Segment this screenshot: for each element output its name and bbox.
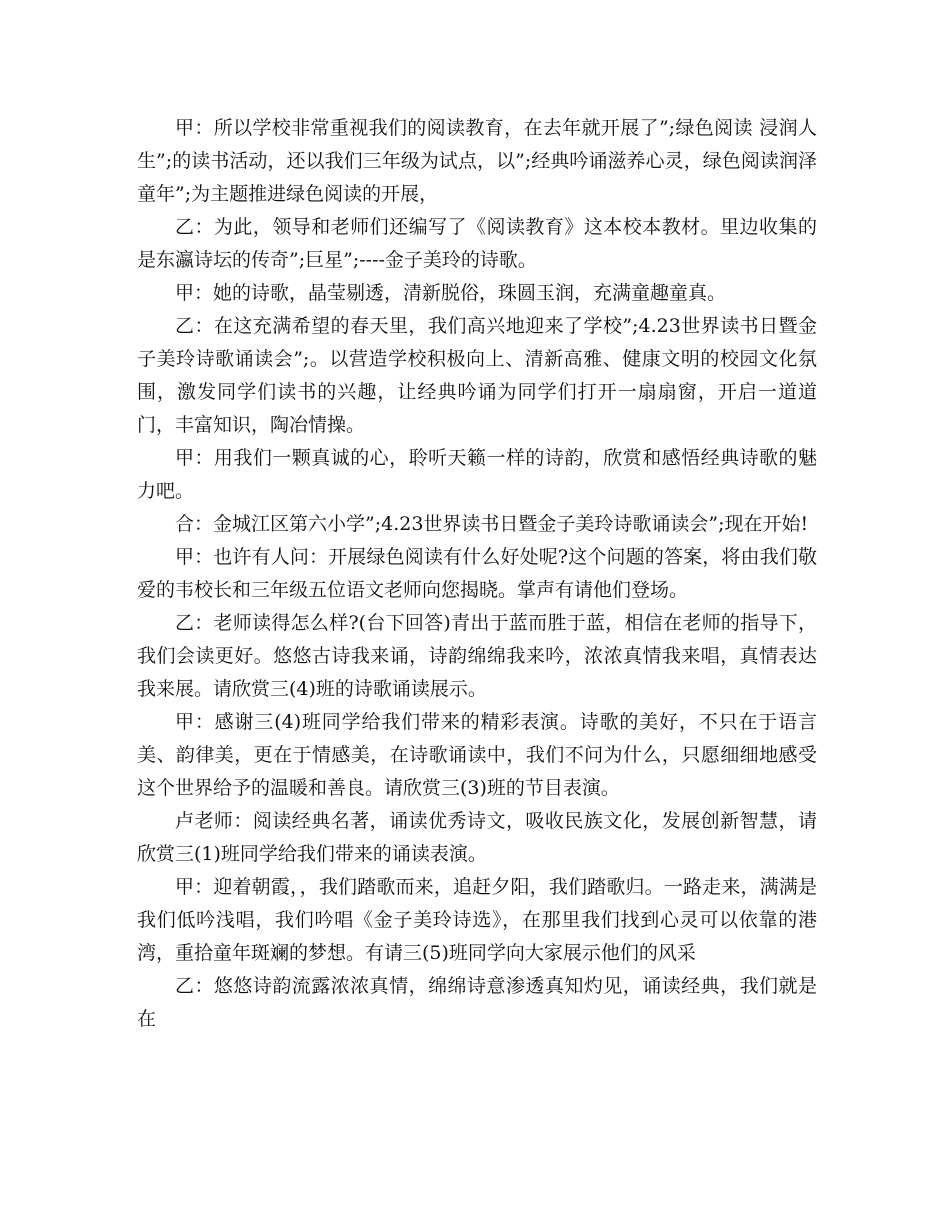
paragraph-3: 甲：她的诗歌，晶莹剔透，清新脱俗，珠圆玉润，充满童趣童真。 <box>175 282 727 304</box>
paragraph-10: 卢老师：阅读经典名著，诵读优秀诗文，吸收民族文化，发展创新智慧，请欣赏三(1)班同学给我们带来的诵读表演。 <box>137 810 817 865</box>
paragraph-2: 乙：为此，领导和老师们还编写了《阅读教育》这本校本教材。里边收集的是东瀛诗坛的传奇”;巨星”;----金子美玲的诗歌。 <box>137 216 817 271</box>
paragraph-4: 乙：在这充满希望的春天里，我们高兴地迎来了学校”;4.23世界读书日暨金子美玲诗歌诵读会”;。以营造学校积极向上、清新高雅、健康文明的校园文化氛围，激发同学们读书的兴趣，让经典吟诵为同学们打开一扇扇窗，开启一道道门，丰富知识，陶冶情操。 <box>137 315 817 436</box>
paragraph-11: 甲：迎着朝霞，，我们踏歌而来，追赶夕阳，我们踏歌归。一路走来，满满是我们低吟浅唱，我们吟唱《金子美玲诗选》，在那里我们找到心灵可以依靠的港湾，重拾童年斑斓的梦想。有请三(5)班同学向大家展示他们的风采 <box>137 876 817 964</box>
paragraph-9: 甲：感谢三(4)班同学给我们带来的精彩表演。诗歌的美好，不只在于语言美、韵律美，更在于情感美，在诗歌诵读中，我们不问为什么，只愿细细地感受这个世界给予的温暖和善良。请欣赏三(3)班的节目表演。 <box>137 711 817 799</box>
paragraph-1: 甲：所以学校非常重视我们的阅读教育，在去年就开展了”;绿色阅读 浸润人生”;的读书活动，还以我们三年级为试点，以”;经典吟诵滋养心灵，绿色阅读润泽童年”;为主题推进绿色阅读的开展， <box>137 117 817 205</box>
paragraph-6: 合：金城江区第六小学”;4.23世界读书日暨金子美玲诗歌诵读会”;现在开始! <box>175 513 809 535</box>
document-body <box>137 112 817 1036</box>
paragraph-7: 甲：也许有人问：开展绿色阅读有什么好处呢?这个问题的答案，将由我们敬爱的韦校长和三年级五位语文老师向您揭晓。掌声有请他们登场。 <box>137 546 817 601</box>
paragraph-8: 乙：老师读得怎么样?(台下回答)青出于蓝而胜于蓝，相信在老师的指导下，我们会读更好。悠悠古诗我来诵，诗韵绵绵我来吟，浓浓真情我来唱，真情表达我来展。请欣赏三(4)班的诗歌诵读展示。 <box>137 612 817 700</box>
paragraph-12: 乙：悠悠诗韵流露浓浓真情，绵绵诗意渗透真知灼见，诵读经典，我们就是在 <box>137 975 817 1030</box>
paragraph-5: 甲：用我们一颗真诚的心，聆听天籁一样的诗韵，欣赏和感悟经典诗歌的魅力吧。 <box>137 447 817 502</box>
